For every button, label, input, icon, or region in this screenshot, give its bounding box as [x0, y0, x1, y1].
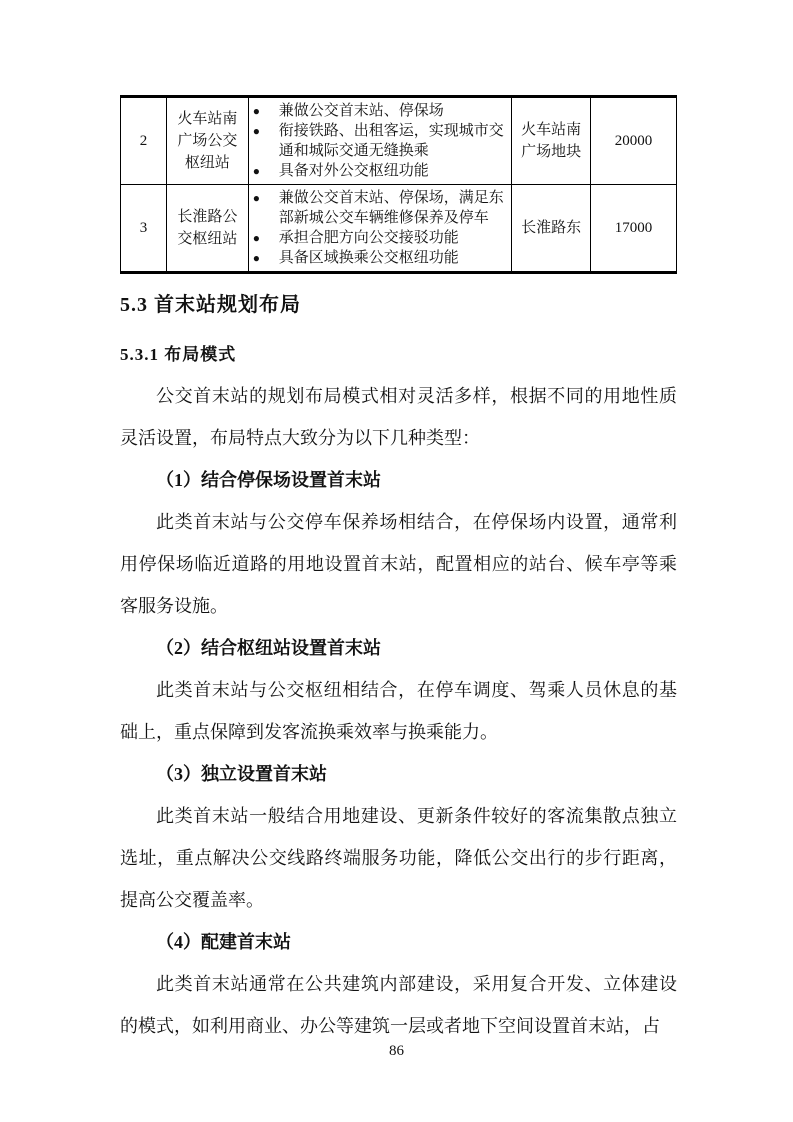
intro-paragraph: 公交首末站的规划布局模式相对灵活多样，根据不同的用地性质灵活设置，布局特点大致分为以下几种类型： — [120, 386, 677, 448]
item-heading-1: （1）结合停保场设置首末站 — [156, 470, 381, 490]
bullet-item — [253, 228, 507, 248]
location-cell: 火车站南广场地块 — [512, 97, 591, 185]
bullet-text: 衔接铁路、出租客运，实现城市交通和城际交通无缝换乘 — [278, 123, 504, 159]
bullet-icon: ● — [252, 251, 261, 265]
hub-stations-table — [120, 95, 677, 274]
bullet-item — [253, 248, 507, 268]
item-paragraph-2: 此类首末站与公交枢纽相结合，在停车调度、驾乘人员休息的基础上，重点保障到发客流换乘效率与换乘能力。 — [120, 680, 677, 742]
item-paragraph-1: 此类首末站与公交停车保养场相结合，在停保场内设置，通常利用停保场临近道路的用地设置首末站，配置相应的站台、候车亭等乘客服务设施。 — [120, 512, 677, 616]
page-content — [120, 0, 677, 1047]
item-heading-2: （2）结合枢纽站设置首末站 — [156, 638, 381, 658]
hub-stations-table-wrap — [120, 95, 677, 274]
bullet-item — [253, 161, 507, 181]
page-number: 86 — [389, 1043, 404, 1059]
item-paragraph-4: 此类首末站通常在公共建筑内部建设，采用复合开发、立体建设的模式，如利用商业、办公等建筑一层或者地下空间设置首末站，占 — [120, 974, 677, 1036]
functions-cell — [248, 185, 511, 273]
functions-cell — [248, 97, 511, 185]
section-heading: 5.3 首末站规划布局 — [120, 294, 301, 316]
bullet-icon: ● — [252, 104, 261, 118]
area-cell: 17000 — [591, 185, 677, 273]
item-heading-4: （4）配建首末站 — [156, 932, 291, 952]
area-cell: 20000 — [591, 97, 677, 185]
bullet-icon: ● — [252, 124, 261, 138]
station-name-cell: 长淮路公交枢纽站 — [166, 185, 248, 273]
location-cell: 长淮路东 — [512, 185, 591, 273]
bullet-text: 承担合肥方向公交接驳功能 — [278, 230, 459, 246]
bullet-text: 具备对外公交枢纽功能 — [278, 163, 429, 179]
item-paragraph-3: 此类首末站一般结合用地建设、更新条件较好的客流集散点独立选址，重点解决公交线路终端服务功能，降低公交出行的步行距离，提高公交覆盖率。 — [120, 806, 677, 910]
bullet-icon: ● — [252, 164, 261, 178]
bullet-text: 具备区域换乘公交枢纽功能 — [278, 250, 459, 266]
bullet-text: 兼做公交首末站、停保场，满足东部新城公交车辆维修保养及停车 — [278, 190, 504, 226]
table-row — [121, 185, 677, 273]
row-number-cell: 2 — [121, 97, 167, 185]
table-row — [121, 97, 677, 185]
bullet-icon: ● — [252, 231, 261, 245]
bullet-item — [253, 121, 507, 161]
subsection-heading: 5.3.1 布局模式 — [120, 345, 237, 364]
row-number-cell: 3 — [121, 185, 167, 273]
body-text — [120, 375, 677, 1047]
station-name-cell: 火车站南广场公交枢纽站 — [166, 97, 248, 185]
bullet-text: 兼做公交首末站、停保场 — [278, 103, 444, 119]
bullet-item — [253, 188, 507, 228]
bullet-icon: ● — [252, 191, 261, 205]
item-heading-3: （3）独立设置首末站 — [156, 764, 327, 784]
bullet-item — [253, 101, 507, 121]
